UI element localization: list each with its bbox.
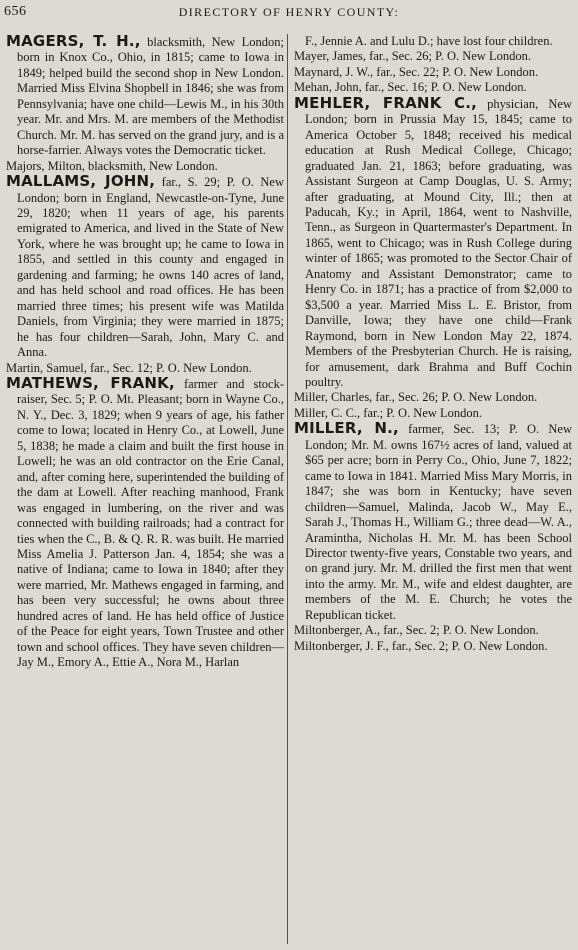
left-column [6, 34, 284, 671]
entry-text: F., Jennie A. and Lulu D.; have lost four children. [305, 34, 553, 48]
entry-name: MILLER, N., [294, 419, 399, 438]
directory-entry [294, 49, 572, 64]
entry-name: MALLAMS, JOHN, [6, 172, 156, 191]
directory-entry [294, 421, 572, 623]
entry-name: MAGERS, T. H., [6, 32, 141, 50]
entry-text: Mehan, John, far., Sec. 16; P. O. New London. [294, 80, 527, 95]
entry-text: farmer, Sec. 13; P. O. New London; Mr. M. owns 167½ acres of land, valued at $65 per acre; born in Perry Co., Ohio, June 7, 1822; came to Iowa in 1841. Married Miss Mary Morris, in 1847; she was born in Kentucky; have seven children—Samuel, Malinda, Jacob W., May E., Sarah J., Thomas H., William G.; three dead—W. A., Aramintha, Nicholas H. Mr. M. has been School Director twenty-five years, Constable two years, and on grand jury. Mr. M. drilled the first men that went into the army. Mr. M., wife and eldest daughter, are members of the M. E. Church; he votes the Republican ticket. [305, 422, 572, 622]
directory-entry [294, 639, 572, 654]
entry-text: Maynard, J. W., far., Sec. 22; P. O. New London. [294, 64, 539, 79]
right-column [294, 34, 572, 654]
entry-name: MATHEWS, FRANK, [6, 373, 175, 392]
entry-name: MEHLER, FRANK C., [294, 93, 477, 112]
directory-entry [294, 93, 572, 391]
directory-entry [294, 390, 572, 405]
entry-text: physician, New London; born in Prussia May 15, 1845; came to America October 5, 1848; received his medical education at Rush Medical College, Chicago; graduated Jan. 21, 1863; before graduating, was Assistant Surgeon at Camp Douglas, U. S. Army; after graduating, at Mound City, Ill.; then at Paducah, Ky.; in April, 1864, went to Nashville, Tenn., as Surgeon in Quartermaster's Department. In 1865, went to Chicago; was in Rush College during winter of 1865; was promoted to the Sector Chair of Anatomy and Assistant Demonstrator; came to Henry Co. in 1871; has a practice of from $2,000 to $3,500 a year. Married Miss L. E. Bristor, from Danville, Iowa; they have one child—Frank Raymond, born in New London May 22, 1874. Members of the Presbyterian Church. He is raising, for amusement, dark Brahma and Buff Cochin poultry. [305, 96, 572, 389]
page-header [0, 4, 578, 24]
directory-entry [6, 373, 284, 671]
entry-text: Miller, C. C., far.; P. O. New London. [294, 405, 483, 420]
directory-entry [294, 623, 572, 638]
directory-entry [6, 174, 284, 360]
entry-text: Miltonberger, J. F., far., Sec. 2; P. O. New London. [294, 638, 548, 653]
running-title: DIRECTORY OF HENRY COUNTY: [178, 5, 400, 19]
entry-text: Martin, Samuel, far., Sec. 12; P. O. New London. [6, 360, 252, 375]
entry-text: blacksmith, New London; born in Knox Co., Ohio, in 1815; came to Iowa in 1849; helped build the second shop in New London. Married Miss Elvina Shopbell in 1846; she was from Pennsylvania; have one child—Lewis M., in his 30th year. Mr. and Mrs. M. are members of the Methodist Church. Mr. M. has served on the grand jury, and is a horse-farrier. Always votes the Democratic ticket. [17, 35, 284, 158]
directory-entry-continued [294, 34, 572, 49]
entry-text: Majors, Milton, blacksmith, New London. [6, 158, 218, 173]
entry-text: far., S. 29; P. O. New London; born in England, Newcastle-on-Tyne, June 29, 1820; when 11 years of age, his parents emigrated to America, and lived in the State of New York, where he was brought up; he came to Iowa in 1855, and settled in this county and engaged in gardening and farming; he owns 140 acres of land, and has held school and road offices. He has been married three times; his present wife was Matilda Daniels, from Virginia; they were married in 1875; he has four children—Sarah, John, Mary C. and Anna. [17, 175, 284, 360]
directory-entry [6, 34, 284, 159]
directory-entry [294, 65, 572, 80]
entry-text: Mayer, James, far., Sec. 26; P. O. New London. [294, 49, 531, 64]
entry-text: Miltonberger, A., far., Sec. 2; P. O. New London. [294, 623, 539, 638]
column-divider [287, 34, 288, 944]
entry-text: Miller, Charles, far., Sec. 26; P. O. New London. [294, 390, 538, 405]
page-number: 656 [4, 4, 27, 19]
entry-text: farmer and stock-raiser, Sec. 5; P. O. Mt. Pleasant; born in Wayne Co., N. Y., Dec. 3, 1829; when 9 years of age, his father come to Iowa; located in Henry Co., at Lowell, June 5, 1838; he made a claim and built the first house in Lowell; he was an old contractor on the Erie Canal, and, after coming here, superintended the building of the dam at Lowell. After reaching manhood, Frank was engaged in lumbering, on the river and was connected with building railroads; had a contract for ties when the C., B. & Q. R. R. was built. He married Miss Amelia J. Patterson Jan. 4, 1854; she was a native of Indiana; came to Iowa in 1840; after they were married, Mr. Mathews engaged in farming, and has been very successful; he owns about three hundred acres of land. He has held office of Justice of the Peace for eight years, Town Trustee and other town and school offices. They have seven children—Jay M., Emory A., Ettie A., Nora M., Harlan [17, 376, 284, 670]
